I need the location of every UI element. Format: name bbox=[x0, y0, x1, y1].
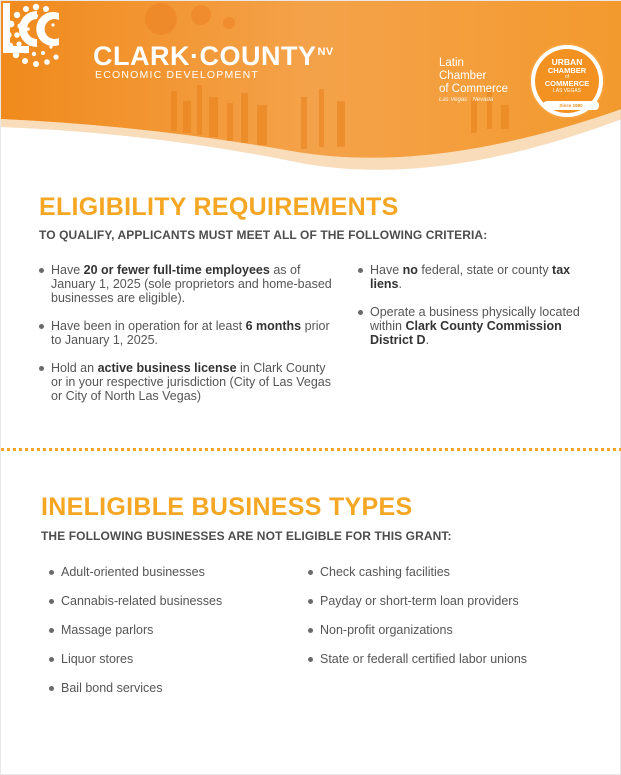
list-item: Bail bond services bbox=[48, 681, 288, 710]
list-item: Payday or short-term loan providers bbox=[307, 594, 597, 623]
list-item: Non-profit organizations bbox=[307, 623, 597, 652]
urban-chamber-seal bbox=[535, 49, 599, 113]
urban-chamber-line3: of bbox=[564, 74, 570, 80]
clark-county-name: $CLARK\cdot COUNTY^{NV}$ bbox=[93, 41, 334, 71]
urban-chamber-line5: LAS VEGAS bbox=[552, 87, 582, 94]
ineligible-title: INELIGIBLE BUSINESS TYPES bbox=[41, 493, 413, 521]
list-item: Have 20 or fewer full-time employees as of January 1, 2025 (sole proprietors and home-based businesses are eligible). bbox=[38, 263, 338, 305]
list-item: Check cashing facilities bbox=[307, 565, 597, 594]
list-item: State or federall certified labor unions bbox=[307, 652, 597, 681]
urban-chamber-line4: COMMERCE bbox=[544, 79, 590, 88]
banner-background bbox=[1, 1, 621, 171]
eligibility-left-list bbox=[38, 263, 338, 403]
urban-chamber-line2: CHAMBER bbox=[547, 65, 587, 75]
urban-chamber-line1: URBAN bbox=[551, 57, 583, 67]
urban-chamber-pill: Since 1980 bbox=[543, 101, 599, 110]
list-item: Hold an active business license in Clark County or in your respective jurisdiction (City of Las Vegas or City of North Las Vegas) bbox=[38, 361, 338, 403]
state-label: NV bbox=[317, 46, 334, 58]
list-item: Operate a business physically located within Clark County Commission District D. bbox=[357, 305, 587, 347]
ineligible-right-list bbox=[307, 565, 597, 681]
list-item: Adult-oriented businesses bbox=[48, 565, 288, 594]
clark-county-subtitle: ECONOMIC DEVELOPMENT bbox=[95, 69, 260, 81]
ineligible-subtitle: THE FOLLOWING BUSINESSES ARE NOT ELIGIBLE FOR THIS GRANT: bbox=[41, 529, 452, 543]
eligibility-title: ELIGIBILITY REQUIREMENTS bbox=[39, 193, 399, 221]
list-item: Liquor stores bbox=[48, 652, 288, 681]
eligibility-right-list bbox=[357, 263, 587, 347]
latin-chamber-name bbox=[439, 57, 508, 96]
urban-chamber-logo bbox=[529, 43, 605, 119]
latin-chamber-line3: of Commerce bbox=[439, 83, 509, 95]
ineligible-left-list bbox=[48, 565, 288, 710]
latin-chamber-tagline: Las Vegas · Nevada bbox=[439, 97, 494, 103]
section-divider bbox=[1, 448, 621, 451]
latin-chamber-line2: Chamber bbox=[439, 70, 487, 82]
list-item: Have no federal, state or county tax liens. bbox=[357, 263, 587, 291]
list-item: Have been in operation for at least 6 months prior to January 1, 2025. bbox=[38, 319, 338, 347]
header-banner bbox=[1, 1, 621, 171]
list-item: Cannabis-related businesses bbox=[48, 594, 288, 623]
latin-chamber-line1: Latin bbox=[439, 57, 464, 69]
latin-chamber-logo-icon bbox=[1, 1, 63, 57]
eligibility-subtitle: TO QUALIFY, APPLICANTS MUST MEET ALL OF THE FOLLOWING CRITERIA: bbox=[39, 228, 488, 242]
list-item: Massage parlors bbox=[48, 623, 288, 652]
